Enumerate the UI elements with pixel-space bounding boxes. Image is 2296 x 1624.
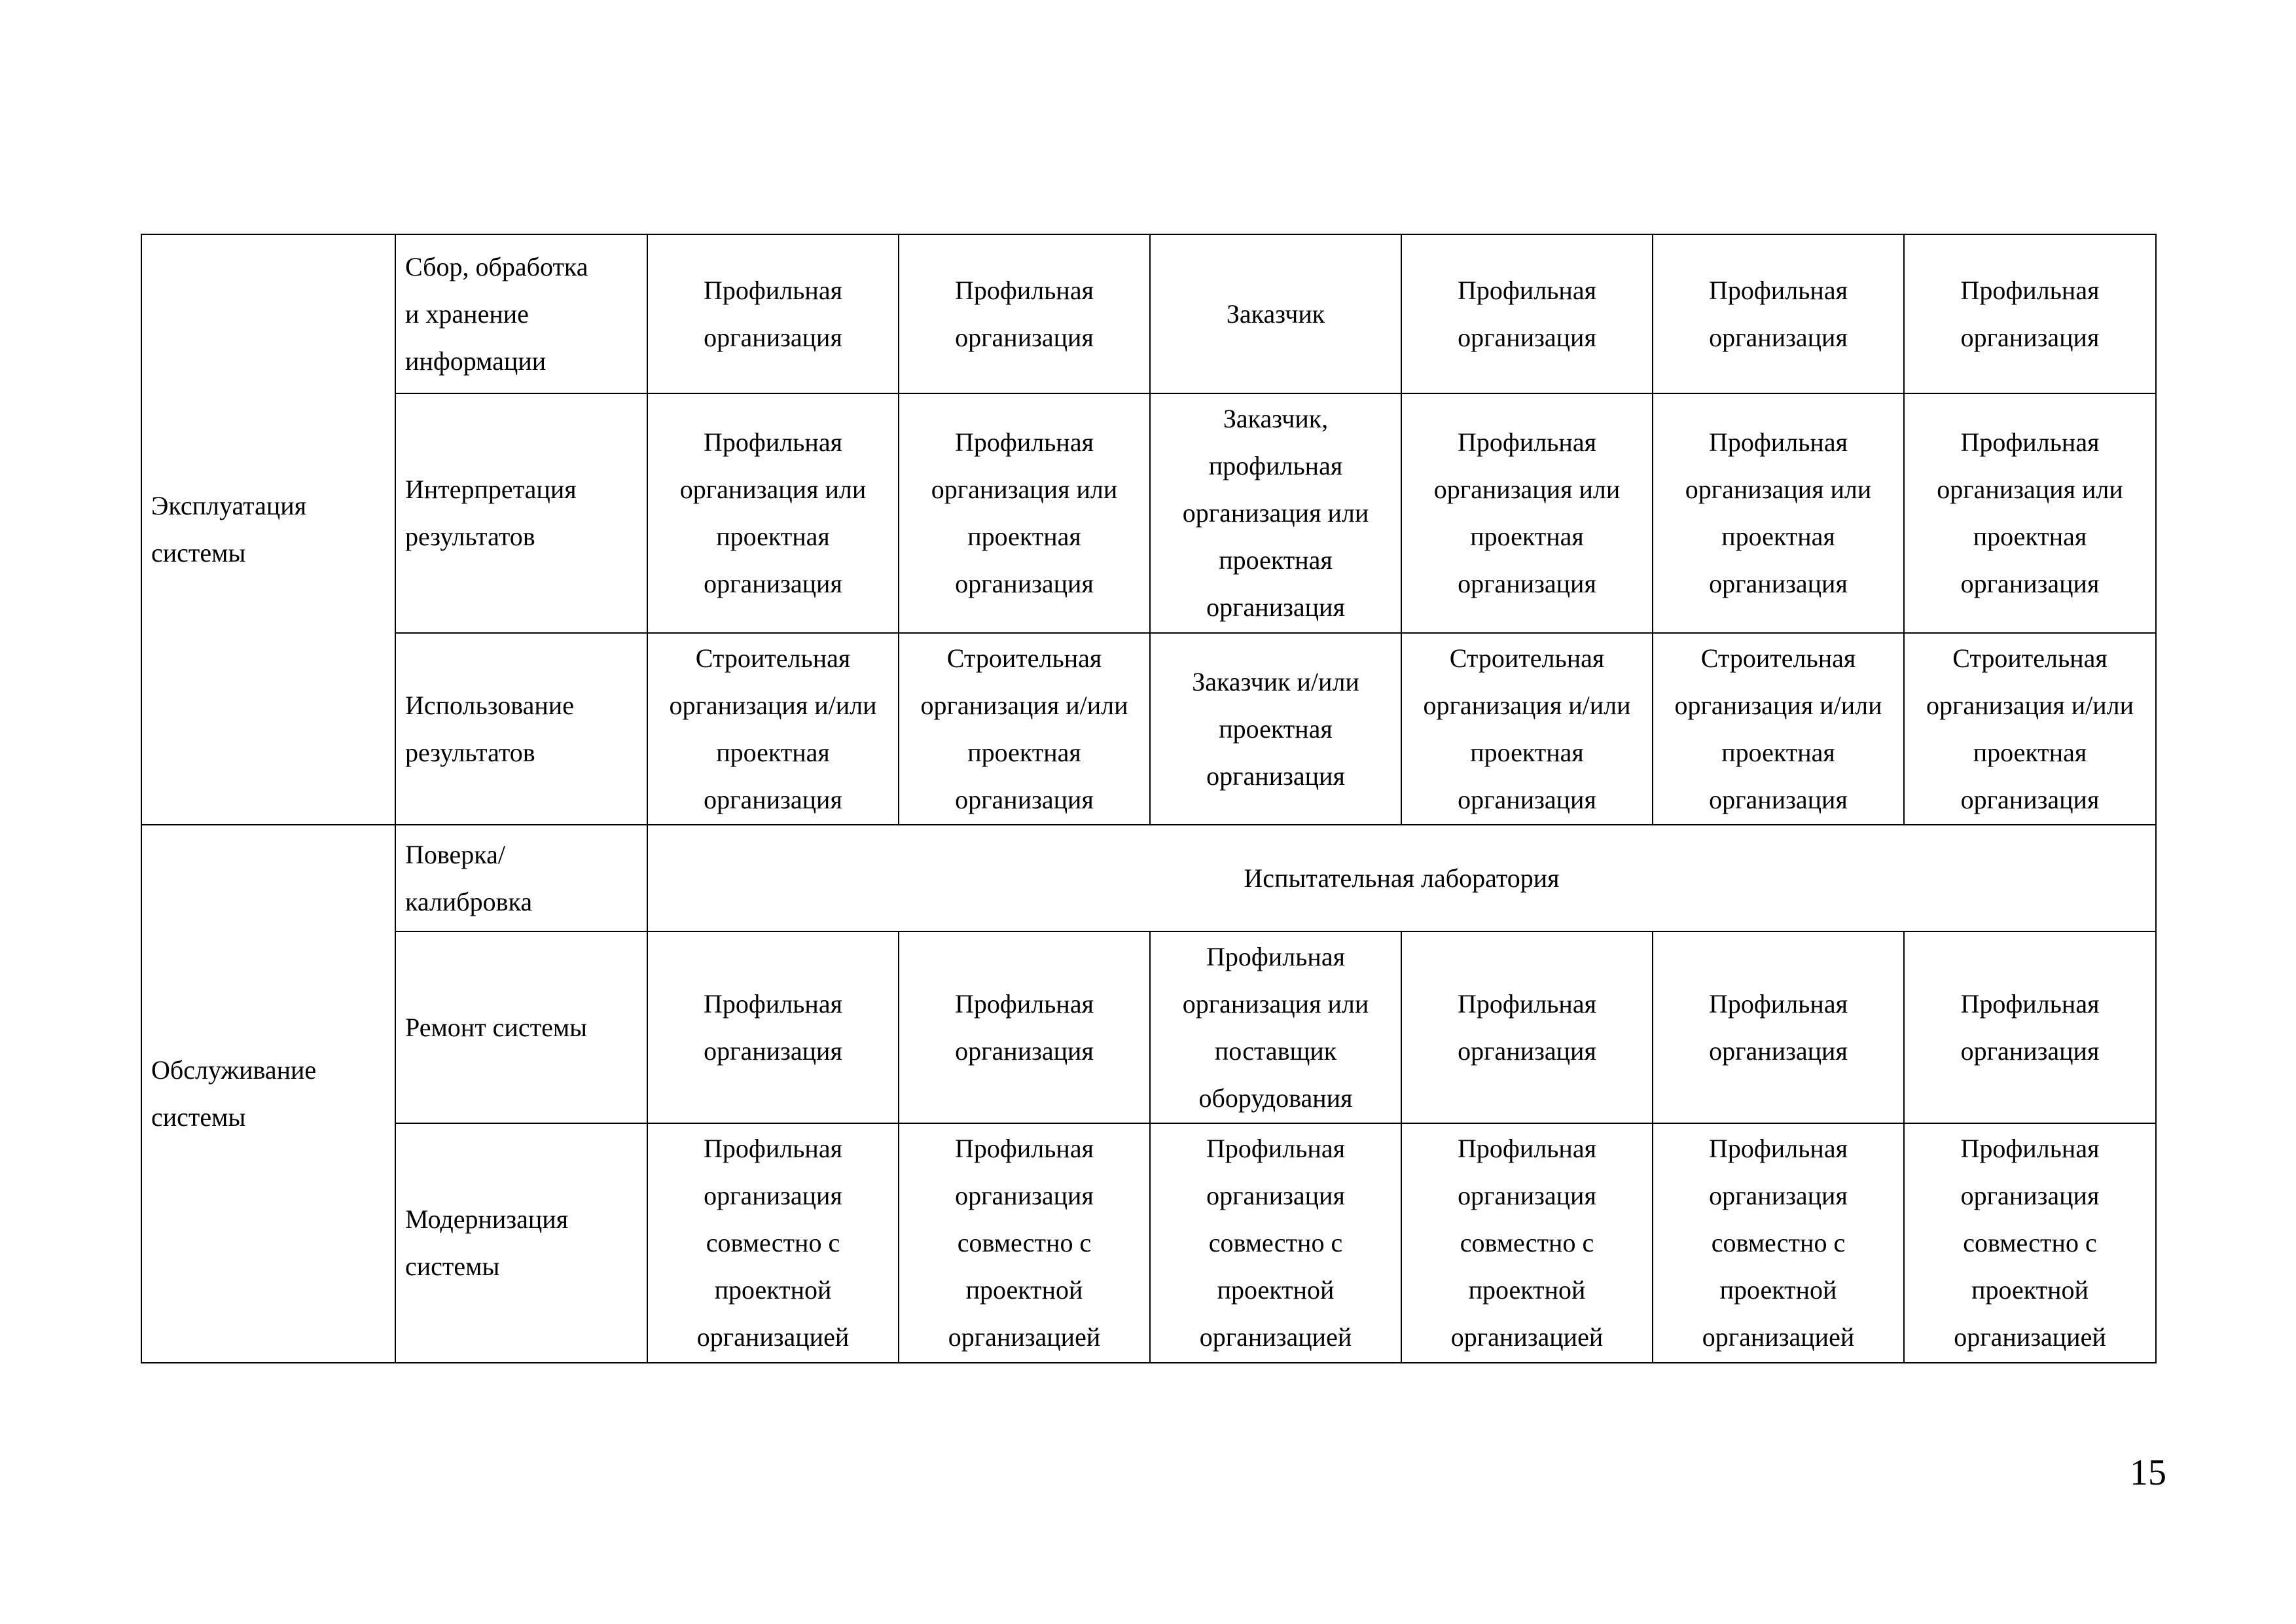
stage-cell: Обслуживание системы (141, 825, 395, 1363)
operation-cell: Ремонт системы (395, 931, 647, 1123)
responsible-cell: Профильная организация (647, 234, 899, 393)
responsible-cell: Профильная организация (1401, 931, 1653, 1123)
responsible-cell: Строительная организация и/или проектная организация (899, 633, 1150, 825)
operation-cell: Интерпретация результатов (395, 393, 647, 633)
responsible-cell: Строительная организация и/или проектная организация (1904, 633, 2156, 825)
operation-cell: Сбор, обработка и хранение информации (395, 234, 647, 393)
operation-cell: Использование результатов (395, 633, 647, 825)
responsible-cell: Профильная организация совместно с проектной организацией (647, 1123, 899, 1363)
responsible-cell: Профильная организация или проектная организация (1401, 393, 1653, 633)
table-row (141, 1123, 2156, 1363)
responsible-cell: Профильная организация совместно с проектной организацией (1904, 1123, 2156, 1363)
table-row (141, 931, 2156, 1123)
responsible-cell: Заказчик, профильная организация или проектная организация (1150, 393, 1401, 633)
table-row (141, 633, 2156, 825)
responsible-cell: Профильная организация или проектная организация (1904, 393, 2156, 633)
responsible-cell: Профильная организация (1904, 931, 2156, 1123)
responsible-cell: Профильная организация (1653, 931, 1904, 1123)
operation-cell: Модернизация системы (395, 1123, 647, 1363)
responsible-cell: Профильная организация совместно с проектной организацией (1401, 1123, 1653, 1363)
responsible-cell: Профильная организация или проектная организация (1653, 393, 1904, 633)
responsible-cell: Строительная организация и/или проектная организация (1653, 633, 1904, 825)
responsible-cell: Профильная организация или проектная организация (899, 393, 1150, 633)
stage-cell: Эксплуатация системы (141, 234, 395, 825)
responsible-cell: Профильная организация или поставщик оборудования (1150, 931, 1401, 1123)
responsible-cell: Строительная организация и/или проектная организация (1401, 633, 1653, 825)
operation-cell: Поверка/ калибровка (395, 825, 647, 931)
table-row (141, 393, 2156, 633)
responsible-cell: Профильная организация совместно с проектной организацией (899, 1123, 1150, 1363)
table-row (141, 234, 2156, 393)
responsible-cell: Строительная организация и/или проектная организация (647, 633, 899, 825)
responsible-cell: Профильная организация (1904, 234, 2156, 393)
table-row (141, 825, 2156, 931)
responsible-cell: Профильная организация (647, 931, 899, 1123)
responsible-cell: Заказчик и/или проектная организация (1150, 633, 1401, 825)
responsibility-table (141, 234, 2157, 1363)
responsible-cell: Заказчик (1150, 234, 1401, 393)
responsible-cell: Профильная организация (899, 234, 1150, 393)
responsible-cell: Профильная организация (899, 931, 1150, 1123)
page-number: 15 (2130, 1453, 2166, 1493)
responsible-cell: Профильная организация (1653, 234, 1904, 393)
merged-responsible-cell: Испытательная лаборатория (647, 825, 2156, 931)
responsible-cell: Профильная организация совместно с проектной организацией (1653, 1123, 1904, 1363)
responsible-cell: Профильная организация совместно с проектной организацией (1150, 1123, 1401, 1363)
responsible-cell: Профильная организация или проектная организация (647, 393, 899, 633)
responsible-cell: Профильная организация (1401, 234, 1653, 393)
